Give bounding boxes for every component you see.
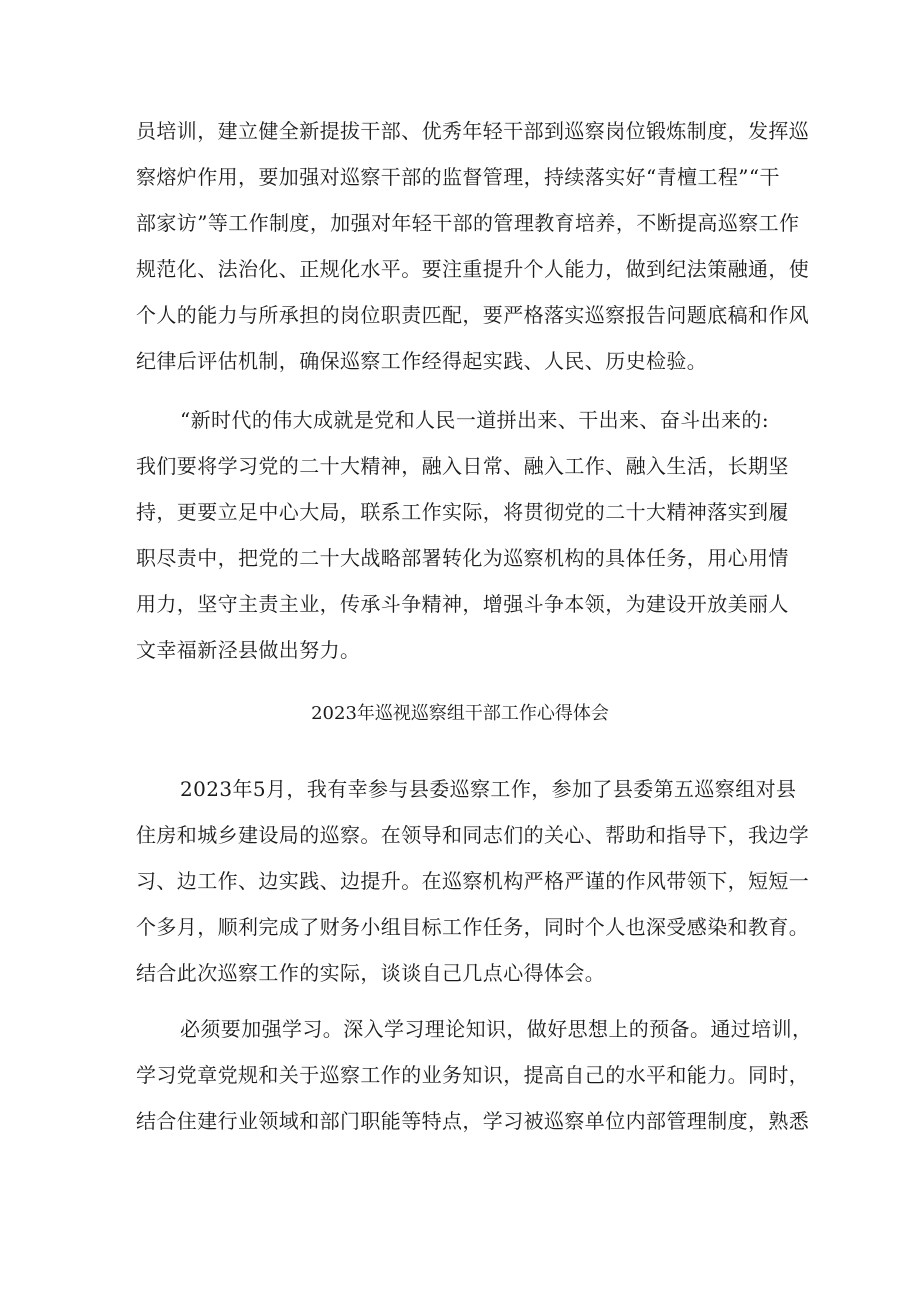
paragraph-continuation [136, 108, 808, 384]
text-line: 员培训，建立健全新提拔干部、优秀年轻干部到巡察岗位锻炼制度，发挥巡 [136, 119, 810, 143]
text-line: 规范化、法治化、正规化水平。要注重提升个人能力，做到纪法策融通，使 [136, 257, 810, 281]
text-line: 个多月，顺利完成了财务小组目标工作任务，同时个人也深受感染和教育。 [136, 915, 810, 939]
text-line: 个人的能力与所承担的岗位职责匹配，要严格落实巡察报告问题底稿和作风 [136, 303, 810, 327]
text-line: 纪律后评估机制，确保巡察工作经得起实践、人民、历史检验。 [136, 349, 708, 373]
text-line: 持，更要立足中心大局，联系工作实际，将贯彻党的二十大精神落实到履 [136, 500, 789, 524]
text-line: 学习党章党规和关于巡察工作的业务知识，提高自己的水平和能力。同时， [136, 1063, 810, 1087]
text-line: 用力，坚守主责主业，传承斗争精神，增强斗争本领，为建设开放美丽人 [136, 592, 789, 616]
text-line: 察熔炉作用，要加强对巡察干部的监督管理，持续落实好“青檀工程”“干 [136, 165, 780, 189]
text-line: “新时代的伟大成就是党和人民一道拼出来、干出来、奋斗出来的: [180, 408, 769, 432]
text-line: 结合住建行业领域和部门职能等特点，学习被巡察单位内部管理制度，熟悉 [136, 1109, 810, 1133]
text-line: 住房和城乡建设局的巡察。在领导和同志们的关心、帮助和指导下，我边学 [136, 823, 810, 847]
text-line: 2023年5月，我有幸参与县委巡察工作，参加了县委第五巡察组对县 [180, 777, 797, 801]
paragraph-study [136, 1006, 813, 1144]
text-line: 部家访”等工作制度，加强对年轻干部的管理教育培养，不断提高巡察工作 [136, 211, 800, 235]
paragraph-intro [136, 766, 808, 996]
text-line: 我们要将学习党的二十大精神，融入日常、融入工作、融入生活，长期坚 [136, 454, 789, 478]
text-line: 结合此次巡察工作的实际，谈谈自己几点心得体会。 [136, 961, 606, 985]
text-line: 文幸福新泾县做出努力。 [136, 638, 361, 662]
text-line: 职尽责中，把党的二十大战略部署转化为巡察机构的具体任务，用心用情 [136, 546, 789, 570]
text-line: 必须要加强学习。深入学习理论知识，做好思想上的预备。通过培训， [180, 1017, 813, 1041]
text-line: 习、边工作、边实践、边提升。在巡察机构严格严谨的作风带领下，短短一 [136, 869, 810, 893]
paragraph-quote [136, 397, 808, 673]
section-title: 2023年巡视巡察组干部工作心得体会 [311, 703, 609, 724]
